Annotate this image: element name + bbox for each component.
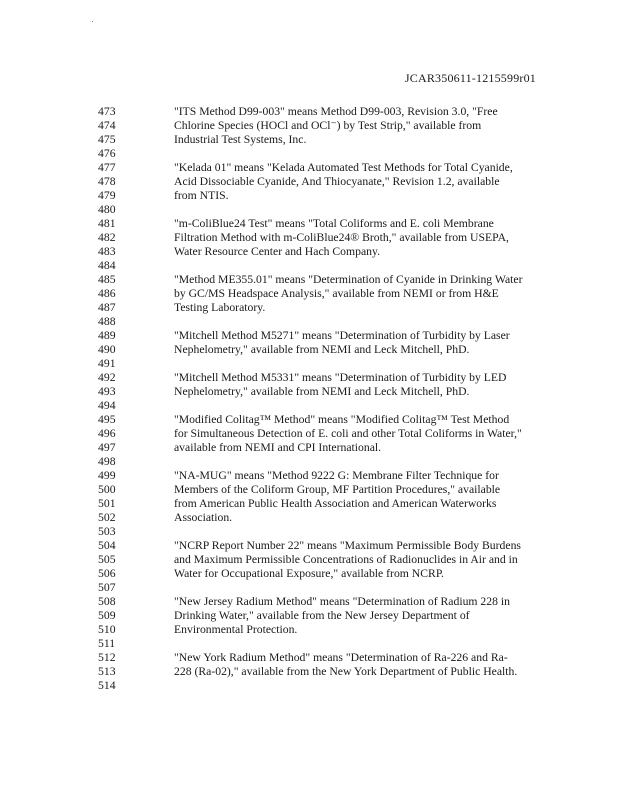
text-line xyxy=(0,357,619,371)
text-line xyxy=(0,133,619,147)
line-number: 510 xyxy=(98,623,116,636)
line-number: 502 xyxy=(98,511,116,524)
line-number: 499 xyxy=(98,469,116,482)
line-number: 497 xyxy=(98,441,116,454)
line-number: 498 xyxy=(98,455,116,468)
line-number: 488 xyxy=(98,315,116,328)
line-text: Testing Laboratory. xyxy=(174,301,266,314)
text-line xyxy=(0,427,619,441)
line-text: Environmental Protection. xyxy=(174,623,298,636)
line-text: Nephelometry," available from NEMI and Leck Mitchell, PhD. xyxy=(174,385,470,398)
line-text: Drinking Water," available from the New Jersey Department of xyxy=(174,609,470,622)
line-number: 508 xyxy=(98,595,116,608)
document-id: JCAR350611-1215599r01 xyxy=(404,71,536,85)
line-number: 511 xyxy=(98,637,116,650)
text-line xyxy=(0,119,619,133)
line-text: Acid Dissociable Cyanide, And Thiocyanate," Revision 1.2, available xyxy=(174,175,500,188)
line-text: by GC/MS Headspace Analysis," available from NEMI or from H&E xyxy=(174,287,499,300)
text-line xyxy=(0,245,619,259)
line-number: 507 xyxy=(98,581,116,594)
line-number: 513 xyxy=(98,665,116,678)
text-line xyxy=(0,651,619,665)
line-text: Association. xyxy=(174,511,233,524)
line-number: 487 xyxy=(98,301,116,314)
line-number: 506 xyxy=(98,567,116,580)
line-number: 477 xyxy=(98,161,116,174)
line-text: for Simultaneous Detection of E. coli and other Total Coliforms in Water," xyxy=(174,427,522,440)
line-number: 479 xyxy=(98,189,116,202)
text-line xyxy=(0,147,619,161)
line-text: "m-ColiBlue24 Test" means "Total Coliforms and E. coli Membrane xyxy=(174,217,494,230)
text-line xyxy=(0,539,619,553)
text-line xyxy=(0,259,619,273)
line-text: Members of the Coliform Group, MF Partition Procedures," available xyxy=(174,483,501,496)
line-text: available from NEMI and CPI International. xyxy=(174,441,382,454)
line-text: "ITS Method D99-003" means Method D99-003, Revision 3.0, "Free xyxy=(174,105,498,118)
text-line xyxy=(0,595,619,609)
line-text: Nephelometry," available from NEMI and Leck Mitchell, PhD. xyxy=(174,343,470,356)
line-number: 489 xyxy=(98,329,116,342)
line-number: 483 xyxy=(98,245,116,258)
line-number: 512 xyxy=(98,651,116,664)
line-number: 496 xyxy=(98,427,116,440)
line-text: Water Resource Center and Hach Company. xyxy=(174,245,381,258)
text-line xyxy=(0,315,619,329)
text-line xyxy=(0,511,619,525)
line-number: 493 xyxy=(98,385,116,398)
text-line xyxy=(0,273,619,287)
line-text: Industrial Test Systems, Inc. xyxy=(174,133,307,146)
text-line xyxy=(0,553,619,567)
text-line xyxy=(0,483,619,497)
text-line xyxy=(0,385,619,399)
line-text: "Mitchell Method M5331" means "Determination of Turbidity by LED xyxy=(174,371,507,384)
text-line xyxy=(0,217,619,231)
line-text: "New York Radium Method" means "Determination of Ra-226 and Ra- xyxy=(174,651,508,664)
line-number: 474 xyxy=(98,119,116,132)
text-line xyxy=(0,567,619,581)
line-number: 504 xyxy=(98,539,116,552)
line-number: 509 xyxy=(98,609,116,622)
line-text: Water for Occupational Exposure," available from NCRP. xyxy=(174,567,444,580)
text-line xyxy=(0,105,619,119)
text-line xyxy=(0,441,619,455)
line-number: 485 xyxy=(98,273,116,286)
line-number: 484 xyxy=(98,259,116,272)
line-text: Chlorine Species (HOCl and OCl⁻) by Test Strip," available from xyxy=(174,119,482,132)
line-text: 228 (Ra-02)," available from the New York Department of Public Health. xyxy=(174,665,518,678)
line-text: from American Public Health Association and American Waterworks xyxy=(174,497,497,510)
text-line xyxy=(0,203,619,217)
line-number: 494 xyxy=(98,399,116,412)
text-line xyxy=(0,609,619,623)
line-number: 503 xyxy=(98,525,116,538)
line-number: 500 xyxy=(98,483,116,496)
text-line xyxy=(0,623,619,637)
text-line xyxy=(0,399,619,413)
line-text: "Kelada 01" means "Kelada Automated Test Methods for Total Cyanide, xyxy=(174,161,513,174)
line-number: 481 xyxy=(98,217,116,230)
line-number: 492 xyxy=(98,371,116,384)
line-text: "New Jersey Radium Method" means "Determination of Radium 228 in xyxy=(174,595,510,608)
line-text: Filtration Method with m-ColiBlue24® Broth," available from USEPA, xyxy=(174,231,509,244)
line-number: 495 xyxy=(98,413,116,426)
line-number: 478 xyxy=(98,175,116,188)
text-line xyxy=(0,329,619,343)
line-text: "Method ME355.01" means "Determination of Cyanide in Drinking Water xyxy=(174,273,523,286)
line-number: 480 xyxy=(98,203,116,216)
text-line xyxy=(0,301,619,315)
line-number: 475 xyxy=(98,133,116,146)
text-line xyxy=(0,581,619,595)
line-number: 491 xyxy=(98,357,116,370)
text-line xyxy=(0,497,619,511)
text-line xyxy=(0,413,619,427)
line-text: "NA-MUG" means "Method 9222 G: Membrane Filter Technique for xyxy=(174,469,499,482)
line-number: 473 xyxy=(98,105,116,118)
text-line xyxy=(0,343,619,357)
text-line xyxy=(0,637,619,651)
line-number: 501 xyxy=(98,497,116,510)
line-text: and Maximum Permissible Concentrations of Radionuclides in Air and in xyxy=(174,553,518,566)
line-text: "NCRP Report Number 22" means "Maximum Permissible Body Burdens xyxy=(174,539,521,552)
line-text: from NTIS. xyxy=(174,189,229,202)
line-text: "Mitchell Method M5271" means "Determination of Turbidity by Laser xyxy=(174,329,510,342)
text-line xyxy=(0,455,619,469)
line-number: 486 xyxy=(98,287,116,300)
line-number: 476 xyxy=(98,147,116,160)
line-number: 505 xyxy=(98,553,116,566)
scan-speck xyxy=(92,21,93,22)
line-number: 490 xyxy=(98,343,116,356)
text-line xyxy=(0,371,619,385)
text-line xyxy=(0,161,619,175)
line-number: 482 xyxy=(98,231,116,244)
text-line xyxy=(0,469,619,483)
text-line xyxy=(0,525,619,539)
text-line xyxy=(0,287,619,301)
text-line xyxy=(0,665,619,679)
line-text: "Modified Colitag™ Method" means "Modified Colitag™ Test Method xyxy=(174,413,510,426)
text-line xyxy=(0,189,619,203)
text-line xyxy=(0,231,619,245)
text-line xyxy=(0,175,619,189)
line-number: 514 xyxy=(98,679,116,692)
text-line xyxy=(0,679,619,693)
line-numbered-text xyxy=(0,105,619,693)
